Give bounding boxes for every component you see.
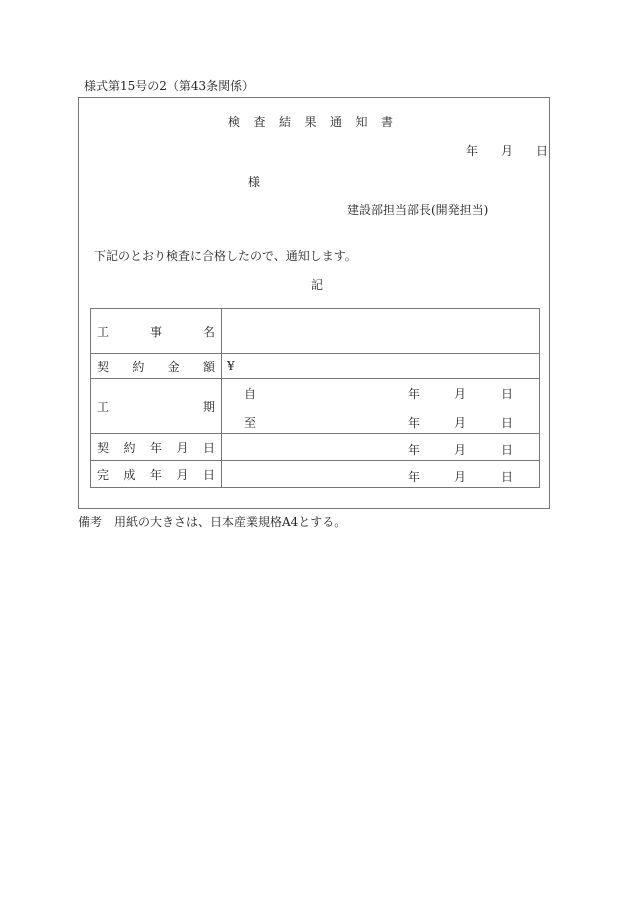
sender-title: 建設部担当部長(開発担当) — [347, 203, 489, 217]
value-contract-date[interactable]: 年 月 日 — [222, 434, 540, 461]
value-completion-date[interactable]: 年 月 日 — [222, 461, 540, 488]
title-char: 査 — [253, 115, 266, 129]
period-from: 自 — [244, 387, 257, 401]
issue-date-month: 月 — [501, 144, 514, 158]
body-text: 下記のとおり検査に合格したので、通知します。 — [94, 249, 357, 263]
table-row — [91, 354, 540, 379]
table-row — [91, 461, 540, 488]
label-construction-period: 工 期 — [91, 379, 222, 434]
period-to: 至 — [244, 416, 257, 430]
issue-date-year: 年 — [466, 144, 479, 158]
details-table — [90, 308, 540, 488]
form-number-label: 様式第15号の2（第43条関係） — [84, 79, 255, 93]
title-char: 書 — [381, 115, 394, 129]
issue-date-day: 日 — [536, 144, 549, 158]
value-construction-period[interactable]: 自 年 月 日 至 年 月 日 — [222, 379, 540, 434]
label-contract-date: 契 約 年 月 日 — [91, 434, 222, 461]
label-construction-name: 工 事 名 — [91, 309, 222, 354]
value-construction-name[interactable] — [222, 309, 540, 354]
title-char: 通 — [330, 115, 343, 129]
title-char: 知 — [355, 115, 368, 129]
table-row — [91, 309, 540, 354]
table-row — [91, 434, 540, 461]
title-char: 果 — [304, 115, 317, 129]
label-completion-date: 完 成 年 月 日 — [91, 461, 222, 488]
remark-note: 備考 用紙の大きさは、日本産業規格A4とする。 — [78, 515, 347, 529]
label-contract-amount: 契 約 金 額 — [91, 354, 222, 379]
title-char: 検 — [228, 115, 241, 129]
ki-heading: 記 — [311, 278, 324, 292]
value-contract-amount[interactable]: ¥ — [222, 354, 540, 379]
title-char: 結 — [279, 115, 292, 129]
addressee-suffix: 様 — [248, 175, 261, 189]
document-title — [228, 116, 407, 128]
table-row — [91, 379, 540, 434]
